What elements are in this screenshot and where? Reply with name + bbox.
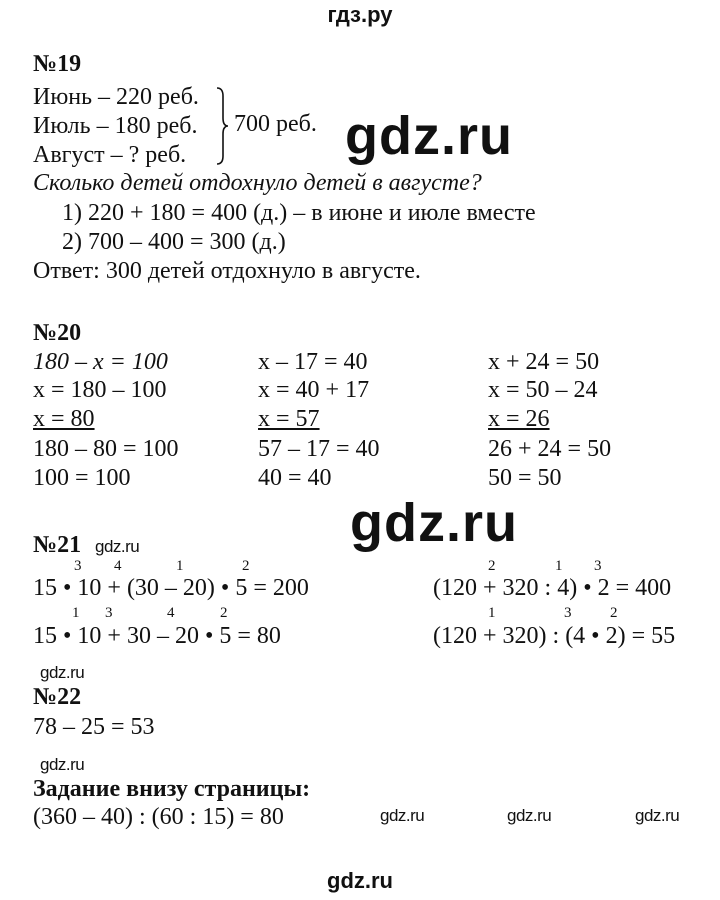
order-number: 2 [488, 558, 496, 574]
task20-title: №20 [33, 320, 82, 346]
task19-title: №19 [33, 51, 82, 77]
task19-question: Сколько детей отдохнуло детей в августе? [33, 170, 482, 196]
watermark: gdz.ru [380, 806, 425, 825]
task19-total: 700 реб. [234, 111, 317, 137]
order-number: 1 [176, 558, 184, 574]
task19-line: Август – ? реб. [33, 142, 187, 168]
equation-line: x = 40 + 17 [258, 377, 370, 403]
task22-title: №22 [33, 684, 82, 710]
equation-line: x = 50 – 24 [488, 377, 598, 403]
watermark: gdz.ru [635, 806, 680, 825]
order-number: 1 [488, 605, 496, 621]
curly-brace-icon [214, 86, 230, 166]
watermark: gdz.ru [345, 106, 513, 166]
equation-check: 57 – 17 = 40 [258, 436, 380, 462]
bottom-task-title: Задание внизу страницы: [33, 776, 311, 802]
watermark: gdz.ru [40, 663, 85, 682]
order-number: 3 [74, 558, 82, 574]
equation-check: 100 = 100 [33, 465, 131, 491]
order-number: 1 [72, 605, 80, 621]
footer-watermark: gdz.ru [327, 868, 393, 893]
task19-line: Июнь – 220 реб. [33, 84, 199, 110]
order-number: 3 [594, 558, 602, 574]
task19-line: Июль – 180 реб. [33, 113, 198, 139]
site-header: гдз.ру [327, 2, 393, 27]
equation-check: 40 = 40 [258, 465, 332, 491]
equation-check: 50 = 50 [488, 465, 562, 491]
task19-step: 1) 220 + 180 = 400 (д.) – в июне и июле вместе [62, 200, 536, 226]
equation-line: x = 180 – 100 [33, 377, 167, 403]
equation-line: x – 17 = 40 [258, 349, 368, 375]
equation-result: x = 80 [33, 406, 95, 432]
order-number: 3 [105, 605, 113, 621]
equation-check: 180 – 80 = 100 [33, 436, 179, 462]
expression: 15 • 10 + 30 – 20 • 5 = 80 [33, 623, 281, 649]
order-number: 2 [242, 558, 250, 574]
expression: 15 • 10 + (30 – 20) • 5 = 200 [33, 575, 309, 601]
equation-line: x + 24 = 50 [488, 349, 600, 375]
order-number: 2 [220, 605, 228, 621]
expression: (360 – 40) : (60 : 15) = 80 [33, 804, 284, 830]
watermark: gdz.ru [507, 806, 552, 825]
order-number: 1 [555, 558, 563, 574]
equation-check: 26 + 24 = 50 [488, 436, 612, 462]
order-number: 4 [167, 605, 175, 621]
expression: (120 + 320 : 4) • 2 = 400 [433, 575, 672, 601]
task21-title: №21 [33, 532, 82, 558]
equation-result: x = 57 [258, 406, 320, 432]
task19-step: 2) 700 – 400 = 300 (д.) [62, 229, 286, 255]
equation-result: x = 26 [488, 406, 550, 432]
watermark: gdz.ru [350, 493, 518, 553]
expression: 78 – 25 = 53 [33, 714, 155, 740]
watermark: gdz.ru [40, 755, 85, 774]
task19-answer: Ответ: 300 детей отдохнуло в августе. [33, 258, 421, 284]
equation-line: 180 – x = 100 [33, 349, 168, 375]
expression: (120 + 320) : (4 • 2) = 55 [433, 623, 676, 649]
order-number: 2 [610, 605, 618, 621]
watermark: gdz.ru [95, 537, 140, 556]
order-number: 3 [564, 605, 572, 621]
order-number: 4 [114, 558, 122, 574]
